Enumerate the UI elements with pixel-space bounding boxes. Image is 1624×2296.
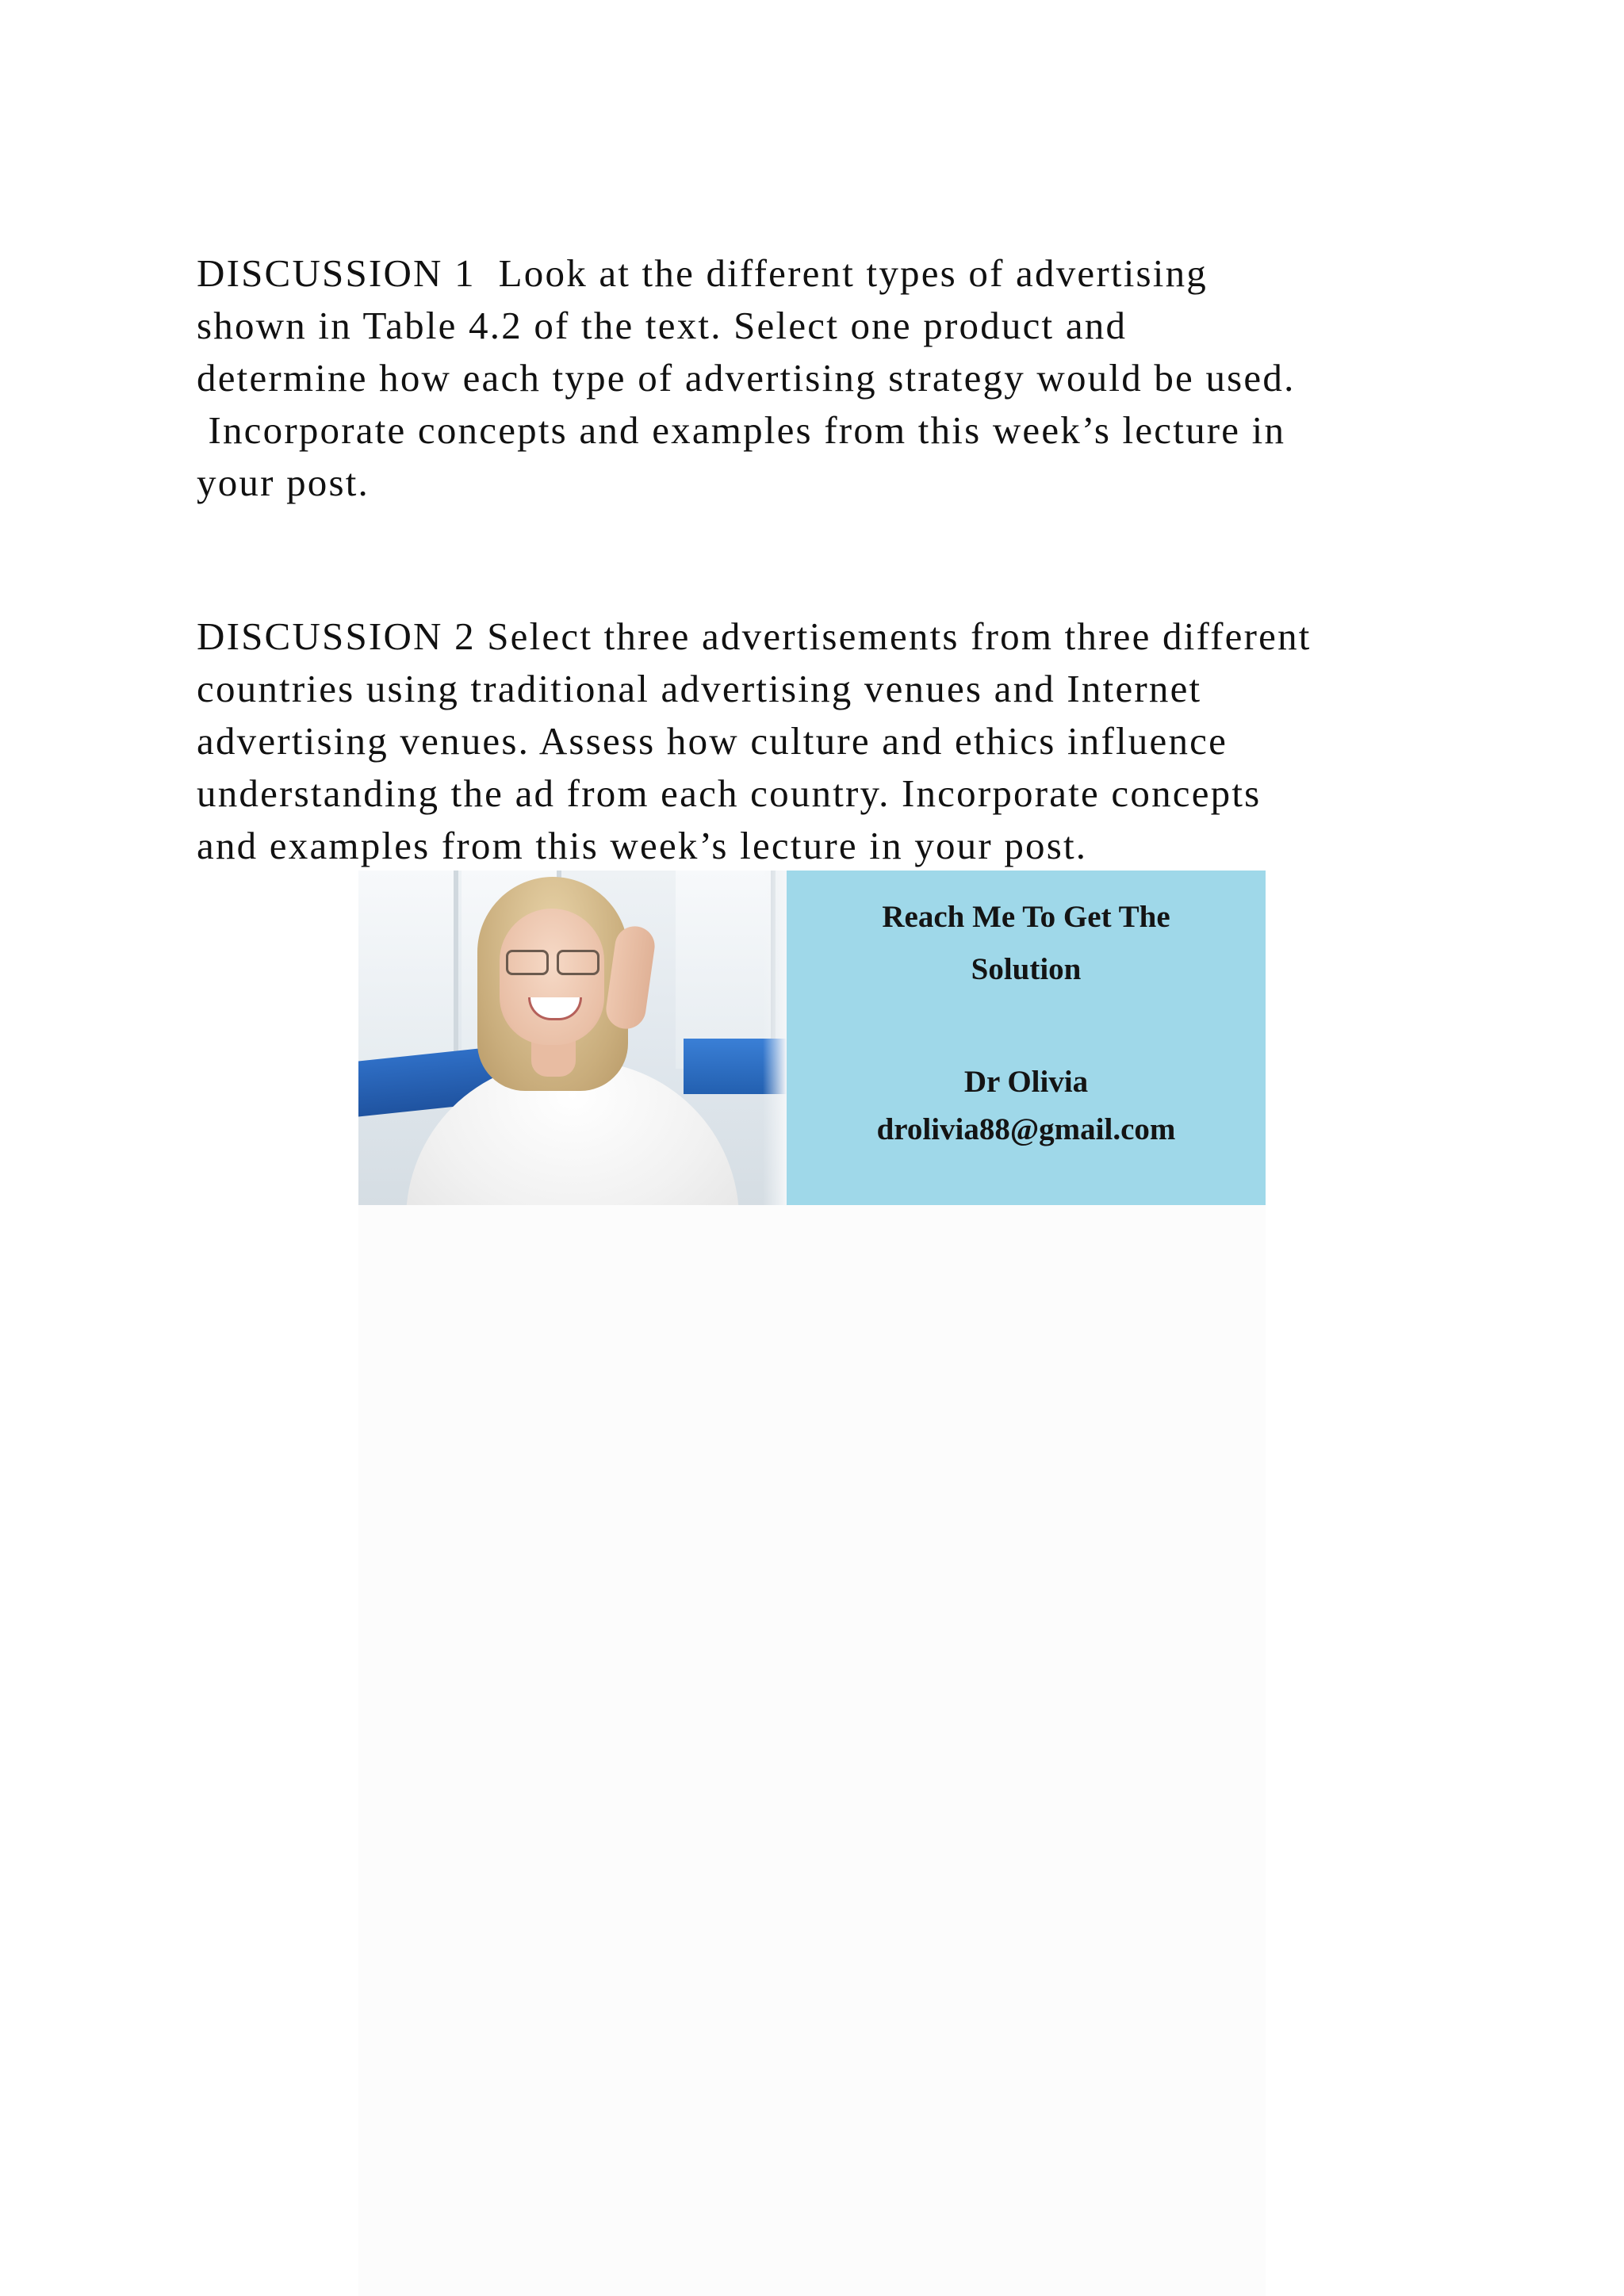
discussion-2-line: advertising venues. Assess how culture and ethics influence — [197, 719, 1228, 763]
discussion-2-line: DISCUSSION 2 Select three advertisements from three different — [197, 614, 1312, 658]
discussion-1-paragraph — [197, 247, 1481, 509]
contact-name: Dr Olivia — [963, 1065, 1089, 1099]
page-background-shade — [358, 1205, 1266, 2296]
discussion-2-line: understanding the ad from each country. Incorporate concepts — [197, 771, 1262, 815]
discussion-1-line: determine how each type of advertising strategy would be used. — [197, 356, 1296, 400]
contact-panel — [787, 871, 1266, 1205]
discussion-1-line: your post. — [197, 461, 370, 504]
discussion-2-paragraph — [197, 610, 1481, 872]
woman-photo — [358, 871, 787, 1205]
contact-banner — [358, 871, 1266, 1205]
discussion-1-line: shown in Table 4.2 of the text. Select one product and — [197, 304, 1128, 347]
contact-heading-line-2: Solution — [971, 952, 1082, 986]
discussion-2-line: countries using traditional advertising venues and Internet — [197, 667, 1202, 710]
photo-edge — [763, 871, 787, 1205]
discussion-1-line: DISCUSSION 1 Look at the different types of advertising — [197, 251, 1208, 295]
glasses-icon — [506, 950, 599, 974]
window-shape — [358, 871, 458, 1069]
contact-email: drolivia88@gmail.com — [876, 1112, 1176, 1146]
discussion-2-line: and examples from this week’s lecture in your post. — [197, 824, 1088, 867]
contact-heading-line-1: Reach Me To Get The — [882, 900, 1170, 934]
discussion-1-line: Incorporate concepts and examples from this week’s lecture in — [197, 408, 1286, 452]
face-shape — [500, 909, 604, 1045]
